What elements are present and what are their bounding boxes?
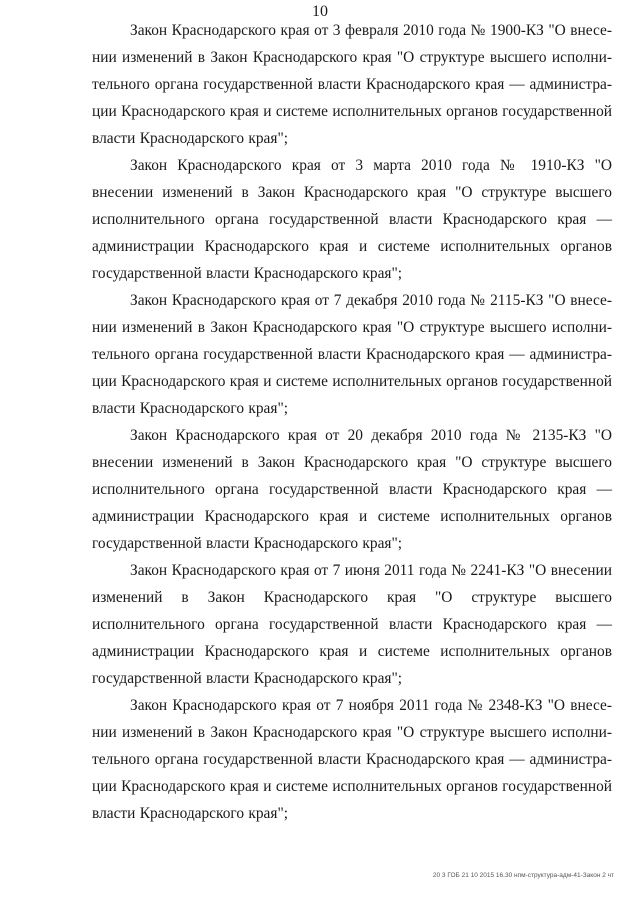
law-paragraph-1: Закон Краснодарского края от 3 февраля 2010 года № 1900-КЗ "О внесении изменений в Закон Краснодарского края "О структуре высшего исполнительного органа государственной власти Краснодарского края — администрации Краснодарского края и системе исполнительных органов государственной власти Краснодарского края"; [92, 22, 612, 147]
law-paragraph-4: Закон Краснодарского края от 20 декабря 2010 года № 2135-КЗ "О внесении изменений в Закон Краснодарского края "О структуре высшего исполнительного органа государственной власти Краснодарского края — администрации Краснодарского края и системе исполнительных органов государственной власти Краснодарского края"; [92, 427, 612, 552]
page-number: 10 [312, 3, 328, 20]
law-paragraph-2: Закон Краснодарского края от 3 марта 2010 года № 1910-КЗ "О внесении изменений в Закон Краснодарского края "О структуре высшего исполнительного органа государственной власти Краснодарского края — администрации Краснодарского края и системе исполнительных органов государственной власти Краснодарского края"; [92, 157, 612, 282]
law-paragraph-6: Закон Краснодарского края от 7 ноября 2011 года № 2348-КЗ "О внесении изменений в Закон Краснодарского края "О структуре высшего исполнительного органа государственной власти Краснодарского края — администрации Краснодарского края и системе исполнительных органов государственной власти Краснодарского края"; [92, 697, 612, 822]
law-paragraph-5: Закон Краснодарского края от 7 июня 2011 года № 2241-КЗ "О внесении изменений в Закон Краснодарского края "О структуре высшего исполнительного органа государственной власти Краснодарского края — администрации Краснодарского края и системе исполнительных органов государственной власти Краснодарского края"; [92, 562, 612, 687]
document-footer-code: 20 3 ГОБ 21 10 2015 16.30 нпм-структура-адм-41-Закон 2 чт [432, 872, 614, 879]
document-body [92, 17, 612, 827]
law-paragraph-3: Закон Краснодарского края от 7 декабря 2010 года № 2115-КЗ "О внесении изменений в Закон Краснодарского края "О структуре высшего исполнительного органа государственной власти Краснодарского края — администрации Краснодарского края и системе исполнительных органов государственной власти Краснодарского края"; [92, 292, 612, 417]
